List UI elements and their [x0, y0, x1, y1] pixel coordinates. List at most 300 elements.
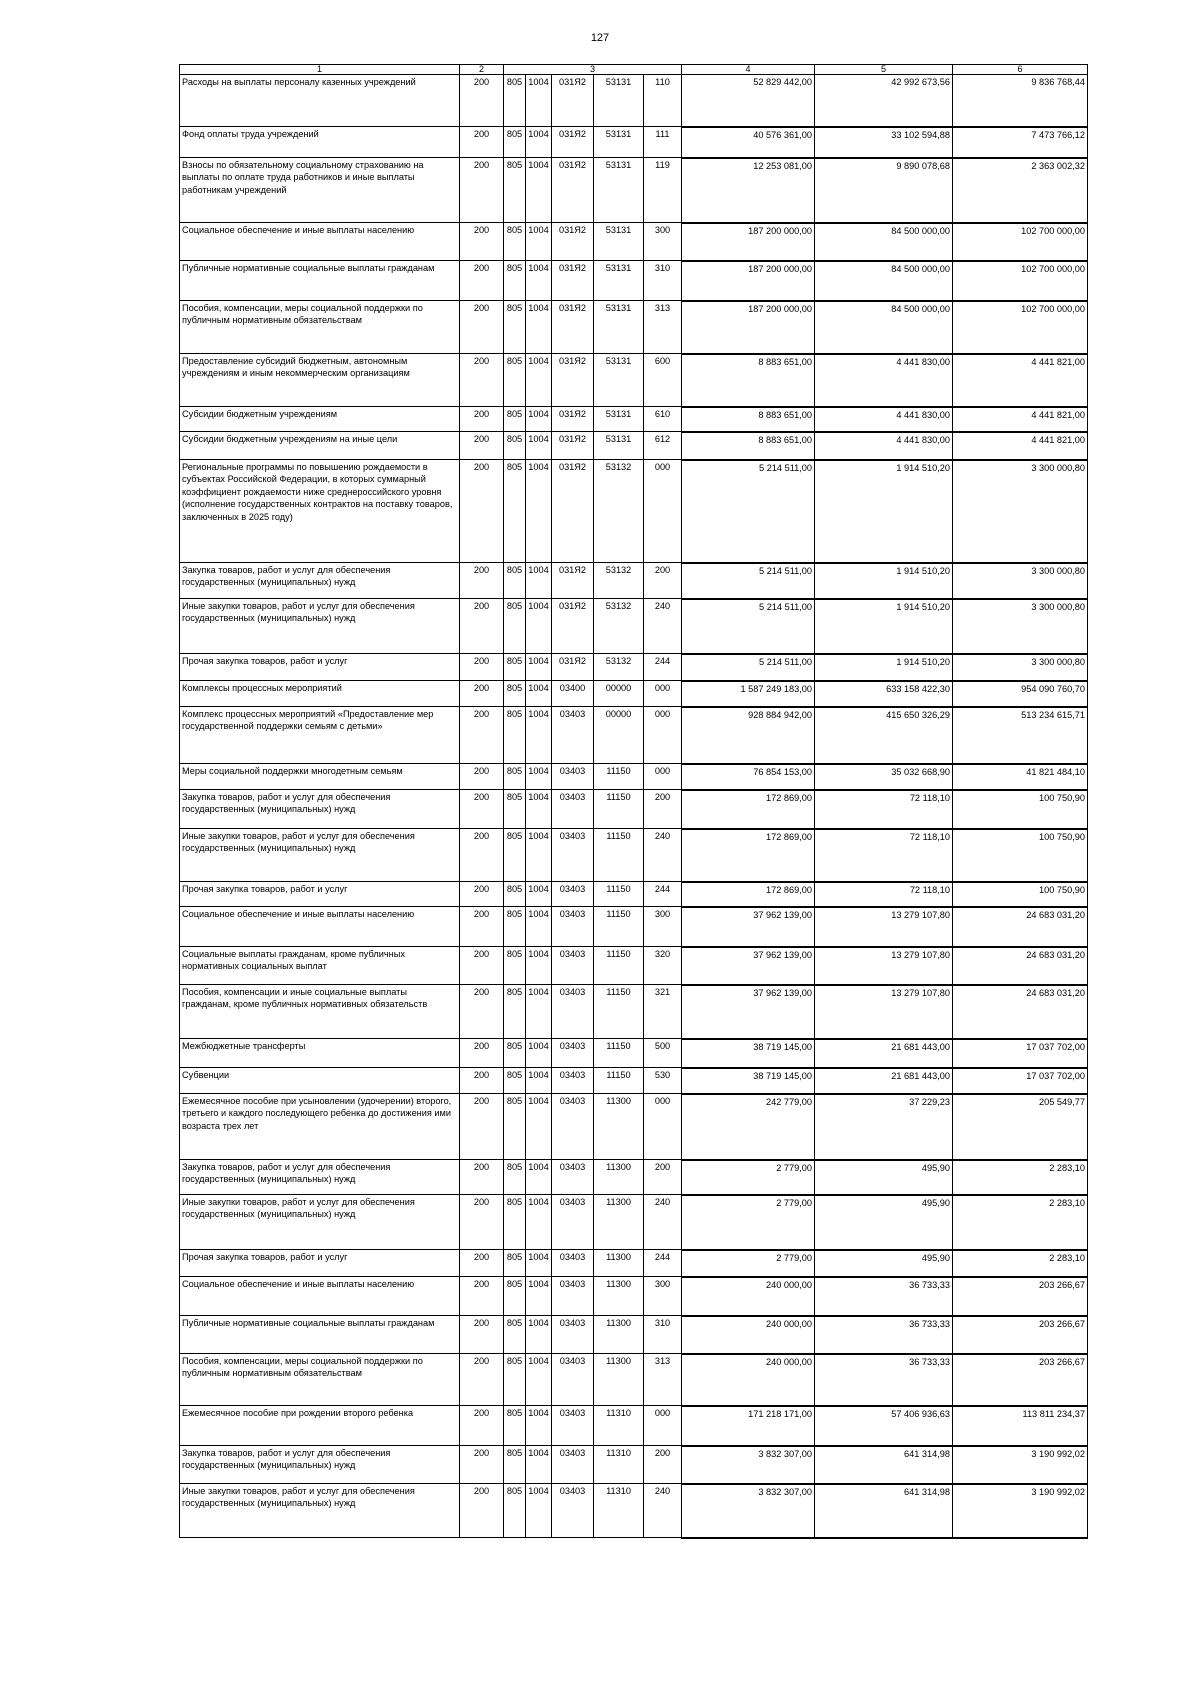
row-direction-code: 11310 [594, 1484, 644, 1538]
row-value-col6: 2 363 002,32 [953, 158, 1088, 223]
row-expense-type-code: 600 [644, 354, 682, 407]
row-expense-type-code: 000 [644, 764, 682, 790]
row-value-col5: 35 032 668,90 [815, 764, 953, 790]
row-expense-type-code: 321 [644, 985, 682, 1039]
row-admin-code: 200 [460, 907, 504, 947]
row-section-code: 805 [504, 947, 526, 985]
row-program-code: 031Я2 [552, 354, 594, 407]
row-section-code: 805 [504, 707, 526, 764]
row-direction-code: 11310 [594, 1406, 644, 1446]
row-value-col4: 2 779,00 [682, 1160, 815, 1195]
row-value-col6: 3 300 000,80 [953, 654, 1088, 681]
row-name: Иные закупки товаров, работ и услуг для обеспечения государственных (муниципальных) нужд [180, 599, 460, 654]
row-section-code: 805 [504, 1250, 526, 1277]
row-direction-code: 11150 [594, 764, 644, 790]
row-name: Региональные программы по повышению рождаемости в субъектах Российской Федерации, в которых суммарный коэффициент рождаемости ниже среднероссийского уровня (исполнение государственных контрактов на поставку товаров, заключенных в 2025 году) [180, 460, 460, 563]
row-value-col4: 12 253 081,00 [682, 158, 815, 223]
row-program-code: 03403 [552, 947, 594, 985]
row-value-col5: 72 118,10 [815, 790, 953, 829]
row-expense-type-code: 111 [644, 127, 682, 158]
row-name: Межбюджетные трансферты [180, 1039, 460, 1068]
row-subsection-code: 1004 [526, 1484, 552, 1538]
row-admin-code: 200 [460, 654, 504, 681]
row-value-col4: 240 000,00 [682, 1354, 815, 1406]
row-expense-type-code: 244 [644, 654, 682, 681]
row-subsection-code: 1004 [526, 75, 552, 127]
row-subsection-code: 1004 [526, 907, 552, 947]
row-program-code: 03403 [552, 1277, 594, 1316]
row-value-col5: 72 118,10 [815, 829, 953, 882]
row-admin-code: 200 [460, 1354, 504, 1406]
row-expense-type-code: 200 [644, 563, 682, 599]
row-name: Публичные нормативные социальные выплаты гражданам [180, 1316, 460, 1354]
row-direction-code: 11150 [594, 790, 644, 829]
row-name: Фонд оплаты труда учреждений [180, 127, 460, 158]
row-admin-code: 200 [460, 681, 504, 707]
row-program-code: 03403 [552, 790, 594, 829]
row-name: Пособия, компенсации, меры социальной поддержки по публичным нормативным обязательствам [180, 301, 460, 354]
header-col-3: 3 [504, 65, 682, 75]
row-subsection-code: 1004 [526, 1160, 552, 1195]
row-value-col5: 641 314,98 [815, 1446, 953, 1484]
row-subsection-code: 1004 [526, 460, 552, 563]
header-row [180, 65, 1088, 75]
row-admin-code: 200 [460, 1094, 504, 1160]
row-value-col6: 100 750,90 [953, 790, 1088, 829]
table-row [180, 599, 1088, 654]
row-value-col4: 187 200 000,00 [682, 223, 815, 261]
row-subsection-code: 1004 [526, 261, 552, 301]
row-section-code: 805 [504, 1039, 526, 1068]
row-subsection-code: 1004 [526, 790, 552, 829]
row-direction-code: 11150 [594, 985, 644, 1039]
row-value-col6: 102 700 000,00 [953, 223, 1088, 261]
row-program-code: 031Я2 [552, 158, 594, 223]
row-expense-type-code: 244 [644, 882, 682, 907]
row-name: Закупка товаров, работ и услуг для обеспечения государственных (муниципальных) нужд [180, 1446, 460, 1484]
row-section-code: 805 [504, 563, 526, 599]
row-section-code: 805 [504, 681, 526, 707]
row-expense-type-code: 300 [644, 223, 682, 261]
row-value-col6: 954 090 760,70 [953, 681, 1088, 707]
row-value-col4: 242 779,00 [682, 1094, 815, 1160]
table-row [180, 223, 1088, 261]
row-name: Социальные выплаты гражданам, кроме публичных нормативных социальных выплат [180, 947, 460, 985]
row-expense-type-code: 313 [644, 301, 682, 354]
row-admin-code: 200 [460, 75, 504, 127]
row-value-col6: 203 266,67 [953, 1316, 1088, 1354]
row-section-code: 805 [504, 907, 526, 947]
row-value-col5: 84 500 000,00 [815, 261, 953, 301]
row-section-code: 805 [504, 790, 526, 829]
row-admin-code: 200 [460, 223, 504, 261]
row-direction-code: 53131 [594, 127, 644, 158]
row-section-code: 805 [504, 1406, 526, 1446]
table-row [180, 75, 1088, 127]
row-expense-type-code: 300 [644, 907, 682, 947]
row-admin-code: 200 [460, 1039, 504, 1068]
row-value-col6: 41 821 484,10 [953, 764, 1088, 790]
row-name: Взносы по обязательному социальному страхованию на выплаты по оплате труда работников и иные выплаты работникам учреждений [180, 158, 460, 223]
row-direction-code: 53132 [594, 654, 644, 681]
row-value-col6: 100 750,90 [953, 829, 1088, 882]
row-section-code: 805 [504, 1195, 526, 1250]
row-program-code: 03400 [552, 681, 594, 707]
table-row [180, 127, 1088, 158]
row-admin-code: 200 [460, 432, 504, 460]
row-direction-code: 11300 [594, 1094, 644, 1160]
row-value-col4: 5 214 511,00 [682, 563, 815, 599]
row-name: Социальное обеспечение и иные выплаты населению [180, 907, 460, 947]
row-expense-type-code: 110 [644, 75, 682, 127]
row-value-col6: 3 300 000,80 [953, 460, 1088, 563]
row-subsection-code: 1004 [526, 432, 552, 460]
table-row [180, 654, 1088, 681]
row-value-col4: 40 576 361,00 [682, 127, 815, 158]
row-value-col4: 37 962 139,00 [682, 947, 815, 985]
row-program-code: 031Я2 [552, 301, 594, 354]
row-program-code: 03403 [552, 1406, 594, 1446]
row-admin-code: 200 [460, 1160, 504, 1195]
row-value-col5: 13 279 107,80 [815, 947, 953, 985]
row-expense-type-code: 310 [644, 261, 682, 301]
row-value-col4: 38 719 145,00 [682, 1068, 815, 1094]
row-program-code: 03403 [552, 1094, 594, 1160]
row-section-code: 805 [504, 985, 526, 1039]
row-subsection-code: 1004 [526, 599, 552, 654]
row-section-code: 805 [504, 1316, 526, 1354]
row-name: Иные закупки товаров, работ и услуг для обеспечения государственных (муниципальных) нужд [180, 1484, 460, 1538]
row-value-col6: 3 300 000,80 [953, 599, 1088, 654]
row-name: Закупка товаров, работ и услуг для обеспечения государственных (муниципальных) нужд [180, 790, 460, 829]
row-program-code: 03403 [552, 1068, 594, 1094]
row-name: Субвенции [180, 1068, 460, 1094]
row-value-col6: 3 300 000,80 [953, 563, 1088, 599]
row-value-col4: 240 000,00 [682, 1277, 815, 1316]
row-expense-type-code: 000 [644, 460, 682, 563]
row-subsection-code: 1004 [526, 882, 552, 907]
row-subsection-code: 1004 [526, 1250, 552, 1277]
row-value-col6: 2 283,10 [953, 1250, 1088, 1277]
row-value-col6: 24 683 031,20 [953, 947, 1088, 985]
table-row [180, 1277, 1088, 1316]
row-name: Комплексы процессных мероприятий [180, 681, 460, 707]
row-program-code: 03403 [552, 907, 594, 947]
row-value-col4: 5 214 511,00 [682, 654, 815, 681]
row-expense-type-code: 119 [644, 158, 682, 223]
table-row [180, 1446, 1088, 1484]
row-value-col6: 100 750,90 [953, 882, 1088, 907]
row-value-col5: 415 650 326,29 [815, 707, 953, 764]
row-name: Меры социальной поддержки многодетным семьям [180, 764, 460, 790]
table-row [180, 1406, 1088, 1446]
row-name: Иные закупки товаров, работ и услуг для обеспечения государственных (муниципальных) нужд [180, 829, 460, 882]
row-section-code: 805 [504, 882, 526, 907]
row-section-code: 805 [504, 654, 526, 681]
row-value-col6: 3 190 992,02 [953, 1484, 1088, 1538]
row-admin-code: 200 [460, 985, 504, 1039]
row-value-col6: 4 441 821,00 [953, 432, 1088, 460]
row-direction-code: 11300 [594, 1195, 644, 1250]
table-row [180, 707, 1088, 764]
row-name: Субсидии бюджетным учреждениям на иные цели [180, 432, 460, 460]
row-section-code: 805 [504, 599, 526, 654]
row-section-code: 805 [504, 127, 526, 158]
row-expense-type-code: 200 [644, 1446, 682, 1484]
row-value-col5: 84 500 000,00 [815, 301, 953, 354]
row-section-code: 805 [504, 1484, 526, 1538]
row-value-col6: 17 037 702,00 [953, 1068, 1088, 1094]
row-section-code: 805 [504, 354, 526, 407]
row-section-code: 805 [504, 764, 526, 790]
row-admin-code: 200 [460, 563, 504, 599]
table-row [180, 460, 1088, 563]
row-section-code: 805 [504, 1277, 526, 1316]
row-expense-type-code: 300 [644, 1277, 682, 1316]
row-section-code: 805 [504, 301, 526, 354]
row-direction-code: 11150 [594, 1039, 644, 1068]
row-value-col4: 76 854 153,00 [682, 764, 815, 790]
row-expense-type-code: 000 [644, 681, 682, 707]
row-value-col5: 4 441 830,00 [815, 407, 953, 432]
row-program-code: 03403 [552, 1160, 594, 1195]
row-subsection-code: 1004 [526, 1316, 552, 1354]
row-value-col5: 4 441 830,00 [815, 354, 953, 407]
row-subsection-code: 1004 [526, 158, 552, 223]
row-admin-code: 200 [460, 1446, 504, 1484]
row-admin-code: 200 [460, 261, 504, 301]
row-value-col5: 84 500 000,00 [815, 223, 953, 261]
row-section-code: 805 [504, 223, 526, 261]
row-expense-type-code: 240 [644, 599, 682, 654]
row-direction-code: 00000 [594, 707, 644, 764]
row-expense-type-code: 200 [644, 1160, 682, 1195]
row-expense-type-code: 310 [644, 1316, 682, 1354]
row-program-code: 03403 [552, 1039, 594, 1068]
row-admin-code: 200 [460, 882, 504, 907]
row-direction-code: 53132 [594, 599, 644, 654]
row-program-code: 031Я2 [552, 127, 594, 158]
row-value-col4: 187 200 000,00 [682, 301, 815, 354]
row-expense-type-code: 530 [644, 1068, 682, 1094]
row-value-col4: 8 883 651,00 [682, 407, 815, 432]
row-admin-code: 200 [460, 158, 504, 223]
row-value-col5: 495,90 [815, 1160, 953, 1195]
row-admin-code: 200 [460, 1250, 504, 1277]
row-program-code: 031Я2 [552, 432, 594, 460]
row-admin-code: 200 [460, 354, 504, 407]
row-value-col4: 38 719 145,00 [682, 1039, 815, 1068]
row-section-code: 805 [504, 432, 526, 460]
table-row [180, 882, 1088, 907]
row-name: Комплекс процессных мероприятий «Предоставление мер государственной поддержки семьям с детьми» [180, 707, 460, 764]
row-direction-code: 11300 [594, 1277, 644, 1316]
row-admin-code: 200 [460, 1195, 504, 1250]
row-direction-code: 53131 [594, 223, 644, 261]
row-name: Прочая закупка товаров, работ и услуг [180, 882, 460, 907]
row-name: Социальное обеспечение и иные выплаты населению [180, 1277, 460, 1316]
row-expense-type-code: 240 [644, 1195, 682, 1250]
row-name: Иные закупки товаров, работ и услуг для обеспечения государственных (муниципальных) нужд [180, 1195, 460, 1250]
row-expense-type-code: 000 [644, 1406, 682, 1446]
row-name: Прочая закупка товаров, работ и услуг [180, 654, 460, 681]
row-subsection-code: 1004 [526, 301, 552, 354]
row-value-col6: 102 700 000,00 [953, 261, 1088, 301]
row-subsection-code: 1004 [526, 681, 552, 707]
table-row [180, 301, 1088, 354]
table-row [180, 985, 1088, 1039]
row-value-col5: 1 914 510,20 [815, 460, 953, 563]
row-program-code: 03403 [552, 1354, 594, 1406]
row-direction-code: 11150 [594, 907, 644, 947]
row-value-col6: 203 266,67 [953, 1354, 1088, 1406]
row-value-col5: 42 992 673,56 [815, 75, 953, 127]
row-value-col5: 1 914 510,20 [815, 563, 953, 599]
row-section-code: 805 [504, 1068, 526, 1094]
row-subsection-code: 1004 [526, 707, 552, 764]
row-expense-type-code: 612 [644, 432, 682, 460]
budget-table [179, 64, 1088, 1539]
row-subsection-code: 1004 [526, 354, 552, 407]
row-program-code: 03403 [552, 882, 594, 907]
row-value-col4: 8 883 651,00 [682, 432, 815, 460]
header-col-6: 6 [953, 65, 1088, 75]
row-subsection-code: 1004 [526, 127, 552, 158]
row-direction-code: 11150 [594, 882, 644, 907]
row-expense-type-code: 200 [644, 790, 682, 829]
row-subsection-code: 1004 [526, 563, 552, 599]
row-admin-code: 200 [460, 407, 504, 432]
row-admin-code: 200 [460, 764, 504, 790]
row-admin-code: 200 [460, 599, 504, 654]
table-row [180, 1068, 1088, 1094]
row-value-col5: 1 914 510,20 [815, 654, 953, 681]
row-subsection-code: 1004 [526, 1446, 552, 1484]
row-program-code: 03403 [552, 1250, 594, 1277]
row-value-col5: 21 681 443,00 [815, 1039, 953, 1068]
row-expense-type-code: 240 [644, 1484, 682, 1538]
table-row [180, 407, 1088, 432]
row-value-col4: 2 779,00 [682, 1195, 815, 1250]
row-expense-type-code: 320 [644, 947, 682, 985]
row-admin-code: 200 [460, 707, 504, 764]
row-value-col5: 13 279 107,80 [815, 985, 953, 1039]
row-name: Прочая закупка товаров, работ и услуг [180, 1250, 460, 1277]
row-value-col4: 187 200 000,00 [682, 261, 815, 301]
row-section-code: 805 [504, 158, 526, 223]
table-row [180, 354, 1088, 407]
row-direction-code: 53131 [594, 432, 644, 460]
table-row [180, 947, 1088, 985]
row-program-code: 031Я2 [552, 654, 594, 681]
row-value-col6: 2 283,10 [953, 1195, 1088, 1250]
row-value-col5: 33 102 594,88 [815, 127, 953, 158]
row-name: Закупка товаров, работ и услуг для обеспечения государственных (муниципальных) нужд [180, 563, 460, 599]
row-subsection-code: 1004 [526, 985, 552, 1039]
row-subsection-code: 1004 [526, 1406, 552, 1446]
row-program-code: 03403 [552, 1484, 594, 1538]
row-name: Субсидии бюджетным учреждениям [180, 407, 460, 432]
row-value-col4: 3 832 307,00 [682, 1484, 815, 1538]
row-name: Ежемесячное пособие при рождении второго ребенка [180, 1406, 460, 1446]
row-admin-code: 200 [460, 1277, 504, 1316]
row-value-col5: 495,90 [815, 1195, 953, 1250]
row-section-code: 805 [504, 1160, 526, 1195]
table-row [180, 261, 1088, 301]
row-admin-code: 200 [460, 829, 504, 882]
row-subsection-code: 1004 [526, 407, 552, 432]
row-direction-code: 11150 [594, 1068, 644, 1094]
row-program-code: 03403 [552, 707, 594, 764]
row-program-code: 03403 [552, 1446, 594, 1484]
table-row [180, 790, 1088, 829]
row-program-code: 03403 [552, 1195, 594, 1250]
row-expense-type-code: 313 [644, 1354, 682, 1406]
table-row [180, 1316, 1088, 1354]
row-expense-type-code: 500 [644, 1039, 682, 1068]
row-value-col6: 24 683 031,20 [953, 985, 1088, 1039]
row-value-col4: 5 214 511,00 [682, 599, 815, 654]
row-program-code: 031Я2 [552, 407, 594, 432]
row-program-code: 031Я2 [552, 261, 594, 301]
row-expense-type-code: 240 [644, 829, 682, 882]
row-subsection-code: 1004 [526, 223, 552, 261]
row-subsection-code: 1004 [526, 1039, 552, 1068]
header-col-4: 4 [682, 65, 815, 75]
row-subsection-code: 1004 [526, 829, 552, 882]
row-value-col6: 203 266,67 [953, 1277, 1088, 1316]
table-row [180, 1250, 1088, 1277]
row-value-col5: 36 733,33 [815, 1316, 953, 1354]
row-direction-code: 11300 [594, 1160, 644, 1195]
row-value-col5: 4 441 830,00 [815, 432, 953, 460]
row-direction-code: 53131 [594, 354, 644, 407]
row-section-code: 805 [504, 1354, 526, 1406]
table-row [180, 681, 1088, 707]
row-value-col4: 928 884 942,00 [682, 707, 815, 764]
row-program-code: 03403 [552, 764, 594, 790]
row-program-code: 031Я2 [552, 599, 594, 654]
row-direction-code: 53131 [594, 261, 644, 301]
row-admin-code: 200 [460, 1406, 504, 1446]
table-row [180, 829, 1088, 882]
row-value-col5: 495,90 [815, 1250, 953, 1277]
table-row [180, 1160, 1088, 1195]
table-row [180, 764, 1088, 790]
row-direction-code: 53131 [594, 75, 644, 127]
row-value-col5: 633 158 422,30 [815, 681, 953, 707]
row-value-col6: 513 234 615,71 [953, 707, 1088, 764]
row-expense-type-code: 244 [644, 1250, 682, 1277]
row-value-col6: 7 473 766,12 [953, 127, 1088, 158]
row-value-col4: 8 883 651,00 [682, 354, 815, 407]
row-section-code: 805 [504, 1446, 526, 1484]
row-value-col4: 52 829 442,00 [682, 75, 815, 127]
row-direction-code: 11150 [594, 829, 644, 882]
row-value-col4: 37 962 139,00 [682, 907, 815, 947]
row-value-col5: 36 733,33 [815, 1277, 953, 1316]
row-value-col4: 171 218 171,00 [682, 1406, 815, 1446]
row-expense-type-code: 000 [644, 1094, 682, 1160]
row-value-col6: 113 811 234,37 [953, 1406, 1088, 1446]
row-direction-code: 11150 [594, 947, 644, 985]
row-value-col4: 37 962 139,00 [682, 985, 815, 1039]
row-direction-code: 11300 [594, 1250, 644, 1277]
row-subsection-code: 1004 [526, 1068, 552, 1094]
row-section-code: 805 [504, 460, 526, 563]
row-value-col6: 2 283,10 [953, 1160, 1088, 1195]
row-subsection-code: 1004 [526, 654, 552, 681]
